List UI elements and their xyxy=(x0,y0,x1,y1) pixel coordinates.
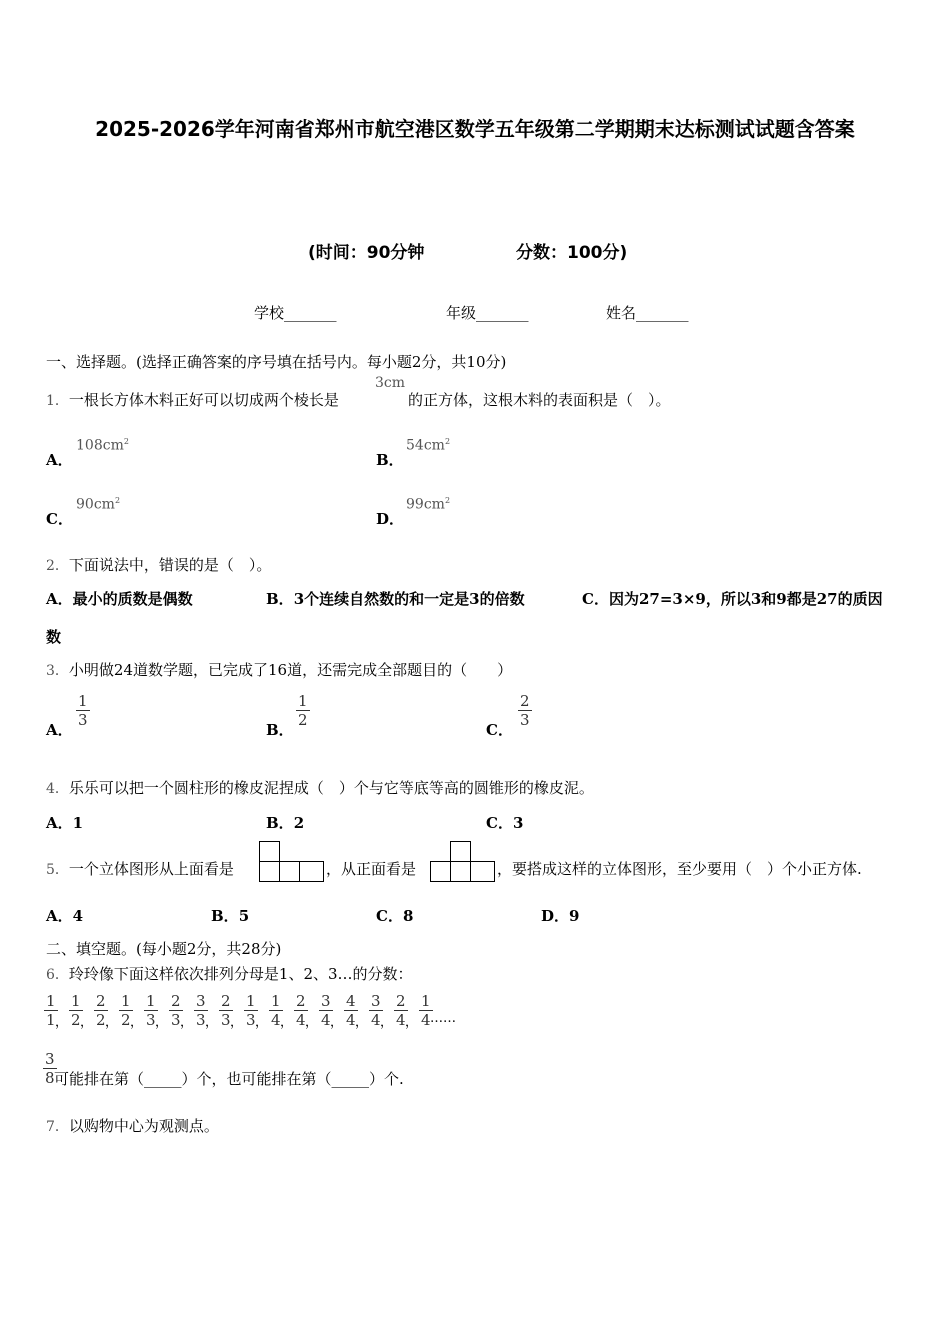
option-c-label[interactable]: C． xyxy=(46,510,73,528)
question-number: 4． xyxy=(46,781,69,797)
q5-option-c[interactable]: C．8 xyxy=(376,907,414,925)
question-text: 一个立体图形从上面看是 xyxy=(68,860,234,878)
separator: ， xyxy=(130,1015,144,1030)
section-1-heading: 一、选择题。(选择正确答案的序号填在括号内。每小题2分，共10分) xyxy=(46,353,507,371)
question-7 xyxy=(46,1115,219,1136)
time-label: (时间：90分钟 xyxy=(308,243,425,263)
sequence-fraction: $\frac{2}{2}$ xyxy=(96,992,106,1029)
question-text-cont: ，从正面看是 xyxy=(326,860,417,878)
separator: ， xyxy=(205,1015,219,1030)
q3-option-b-label[interactable]: B． xyxy=(266,721,294,739)
separator: ， xyxy=(80,1015,94,1030)
sequence-fraction: $\frac{1}{4}$ xyxy=(271,992,281,1029)
separator: ， xyxy=(330,1015,344,1030)
sequence-fraction: $\frac{2}{4}$ xyxy=(396,992,406,1029)
q2-option-b[interactable]: B．3个连续自然数的和一定是3的倍数 xyxy=(266,590,525,608)
fraction-sequence xyxy=(44,992,484,1032)
separator: ， xyxy=(305,1015,319,1030)
school-field[interactable]: 学校_______ xyxy=(254,304,337,322)
sequence-fraction: $\frac{3}{3}$ xyxy=(196,992,206,1029)
separator: ， xyxy=(355,1015,369,1030)
sequence-fraction: $\frac{2}{4}$ xyxy=(296,992,306,1029)
q2-option-a[interactable]: A．最小的质数是偶数 xyxy=(46,590,193,608)
option-d-label[interactable]: D． xyxy=(376,510,405,528)
option-a-value: $108cm^2$ xyxy=(76,437,129,454)
option-d-value: $99cm^2$ xyxy=(406,496,451,513)
sequence-fraction: $\frac{4}{4}$ xyxy=(346,992,356,1029)
q4-option-c[interactable]: C．3 xyxy=(486,814,524,832)
target-fraction: $\frac{3}{8}$ xyxy=(45,1050,55,1087)
q3-option-a-label[interactable]: A． xyxy=(46,721,73,739)
name-field[interactable]: 姓名_______ xyxy=(606,304,689,322)
q4-option-a[interactable]: A．1 xyxy=(46,814,84,832)
question-number: 5． xyxy=(46,862,69,878)
sequence-fraction: $\frac{1}{4}$ xyxy=(421,992,431,1029)
option-b-value: $54cm^2$ xyxy=(406,437,451,454)
separator: ， xyxy=(155,1015,169,1030)
sequence-fraction: $\frac{1}{1}$ xyxy=(46,992,56,1029)
q5-option-a[interactable]: A．4 xyxy=(46,907,84,925)
sequence-fraction: $\frac{1}{3}$ xyxy=(246,992,256,1029)
question-text: 下面说法中，错误的是（ ）。 xyxy=(68,556,272,574)
question-number: 2． xyxy=(46,558,69,574)
score-label: 分数：100分) xyxy=(516,243,628,263)
separator: ， xyxy=(180,1015,194,1030)
q4-option-b[interactable]: B．2 xyxy=(266,814,305,832)
q3-option-a-fraction: $\frac{1}{3}$ xyxy=(78,692,88,729)
sequence-fraction: $\frac{3}{4}$ xyxy=(371,992,381,1029)
question-number: 3． xyxy=(46,663,69,679)
question-3 xyxy=(46,659,512,680)
q3-option-c-fraction: $\frac{2}{3}$ xyxy=(520,692,530,729)
separator: ， xyxy=(280,1015,294,1030)
question-5 xyxy=(46,858,234,879)
separator: ， xyxy=(405,1015,419,1030)
sequence-fraction: $\frac{1}{3}$ xyxy=(146,992,156,1029)
question-2 xyxy=(46,554,271,575)
q3-option-c-label[interactable]: C． xyxy=(486,721,513,739)
sequence-fraction: $\frac{3}{4}$ xyxy=(321,992,331,1029)
sequence-fraction: $\frac{2}{3}$ xyxy=(171,992,181,1029)
question-text: 一根长方体木料正好可以切成两个棱长是 xyxy=(68,391,339,409)
question-1 xyxy=(46,389,339,410)
page-title: 2025-2026学年河南省郑州市航空港区数学五年级第二学期期末达标测试试题含答案 xyxy=(95,117,855,141)
separator: ， xyxy=(105,1015,119,1030)
ellipsis: …… xyxy=(430,1011,456,1026)
separator: ， xyxy=(230,1015,244,1030)
q5-option-b[interactable]: B．5 xyxy=(211,907,250,925)
question-number: 6． xyxy=(46,967,69,983)
separator: ， xyxy=(55,1015,69,1030)
option-a-label[interactable]: A． xyxy=(46,451,73,469)
question-number: 7． xyxy=(46,1119,69,1135)
question-6-blank-text[interactable]: 可能排在第（_____）个，也可能排在第（_____）个. xyxy=(54,1070,404,1088)
question-text-cont: 的正方体，这根木料的表面积是（ ）。 xyxy=(408,391,671,409)
question-text: 玲玲像下面这样依次排列分母是1、2、3…的分数： xyxy=(68,965,413,983)
question-6 xyxy=(46,963,413,984)
question-text-cont-2: ，要搭成这样的立体图形，至少要用（ ）个小正方体. xyxy=(497,860,862,878)
section-2-heading: 二、填空题。(每小题2分，共28分) xyxy=(46,940,282,958)
sequence-fraction: $\frac{1}{2}$ xyxy=(121,992,131,1029)
separator: ， xyxy=(255,1015,269,1030)
q2-option-c[interactable]: C．因为27=3×9，所以3和9都是27的质因 xyxy=(582,590,883,608)
question-number: 1． xyxy=(46,393,69,409)
q2-option-c-wrap: 数 xyxy=(46,628,62,646)
option-c-value: $90cm^2$ xyxy=(76,496,121,513)
edge-length: 3cm xyxy=(375,375,406,391)
grade-field[interactable]: 年级_______ xyxy=(446,304,529,322)
question-4 xyxy=(46,777,594,798)
question-text: 乐乐可以把一个圆柱形的橡皮泥捏成（ ）个与它等底等高的圆锥形的橡皮泥。 xyxy=(68,779,594,797)
option-b-label[interactable]: B． xyxy=(376,451,404,469)
q5-option-d[interactable]: D．9 xyxy=(541,907,580,925)
question-text: 以购物中心为观测点。 xyxy=(68,1117,219,1135)
q3-option-b-fraction: $\frac{1}{2}$ xyxy=(298,692,308,729)
question-text: 小明做24道数学题，已完成了16道，还需完成全部题目的（ ） xyxy=(68,661,513,679)
separator: ， xyxy=(380,1015,394,1030)
sequence-fraction: $\frac{1}{2}$ xyxy=(71,992,81,1029)
sequence-fraction: $\frac{2}{3}$ xyxy=(221,992,231,1029)
